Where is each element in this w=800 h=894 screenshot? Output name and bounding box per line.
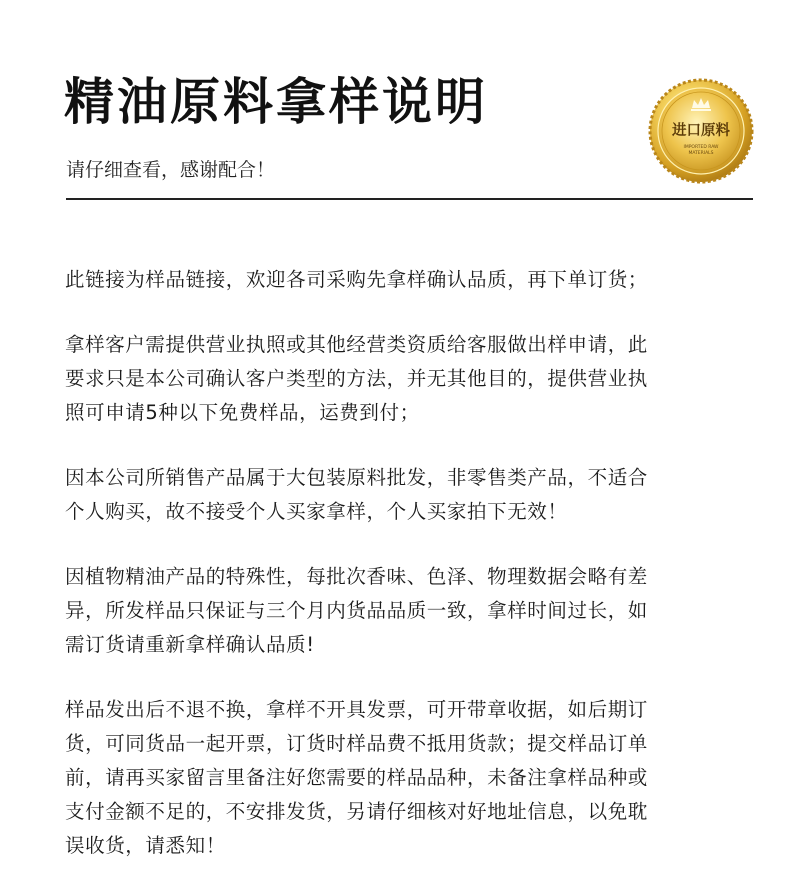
paragraph-shipping-invoice (65, 693, 735, 863)
paragraph-line: 此链接为样品链接，欢迎各司采购先拿样确认品质，再下单订货； (65, 268, 648, 291)
paragraph-line: 货，可同货品一起开票，订货时样品费不抵用货款；提交样品订单 (65, 732, 648, 755)
paragraph-batch-variation (65, 560, 735, 662)
paragraph-line: 异，所发样品只保证与三个月内货品品质一致，拿样时间过长，如 (65, 599, 648, 622)
paragraph-line: 要求只是本公司确认客户类型的方法，并无其他目的，提供营业执 (65, 367, 648, 390)
paragraph-line: 样品发出后不退不换，拿样不开具发票，可开带章收据，如后期订 (65, 698, 648, 721)
seal-main-text: 进口原料 (672, 123, 730, 139)
header-divider (66, 198, 753, 200)
paragraph-line: 支付金额不足的，不安排发货，另请仔细核对好地址信息，以免耽 (65, 800, 648, 823)
paragraph-license-requirement (65, 328, 735, 430)
paragraph-line: 个人购买，故不接受个人买家拿样，个人买家拍下无效！ (65, 500, 568, 523)
paragraph-sample-link (65, 263, 735, 297)
paragraph-line: 需订货请重新拿样确认品质! (65, 633, 315, 656)
paragraph-line: 前，请再买家留言里备注好您需要的样品品种，未备注拿样品种或 (65, 766, 648, 789)
page-title: 精油原料拿样说明 (64, 73, 488, 131)
paragraph-line: 误收货，请悉知！ (65, 834, 226, 857)
paragraph-line: 照可申请5种以下免费样品，运费到付； (65, 401, 420, 424)
imported-material-seal-icon (648, 78, 754, 184)
paragraph-line: 拿样客户需提供营业执照或其他经营类资质给客服做出样申请，此 (65, 333, 648, 356)
notice-body (65, 263, 735, 894)
seal-small-text-2: MATERIALS (688, 151, 714, 156)
seal-small-text-1: IMPORTED RAW (683, 145, 719, 150)
paragraph-wholesale-only (65, 461, 735, 529)
page-subtitle: 请仔细查看，感谢配合！ (66, 159, 276, 181)
paragraph-line: 因植物精油产品的特殊性，每批次香味、色泽、物理数据会略有差 (65, 565, 648, 588)
paragraph-line: 因本公司所销售产品属于大包装原料批发，非零售类产品，不适合 (65, 466, 648, 489)
